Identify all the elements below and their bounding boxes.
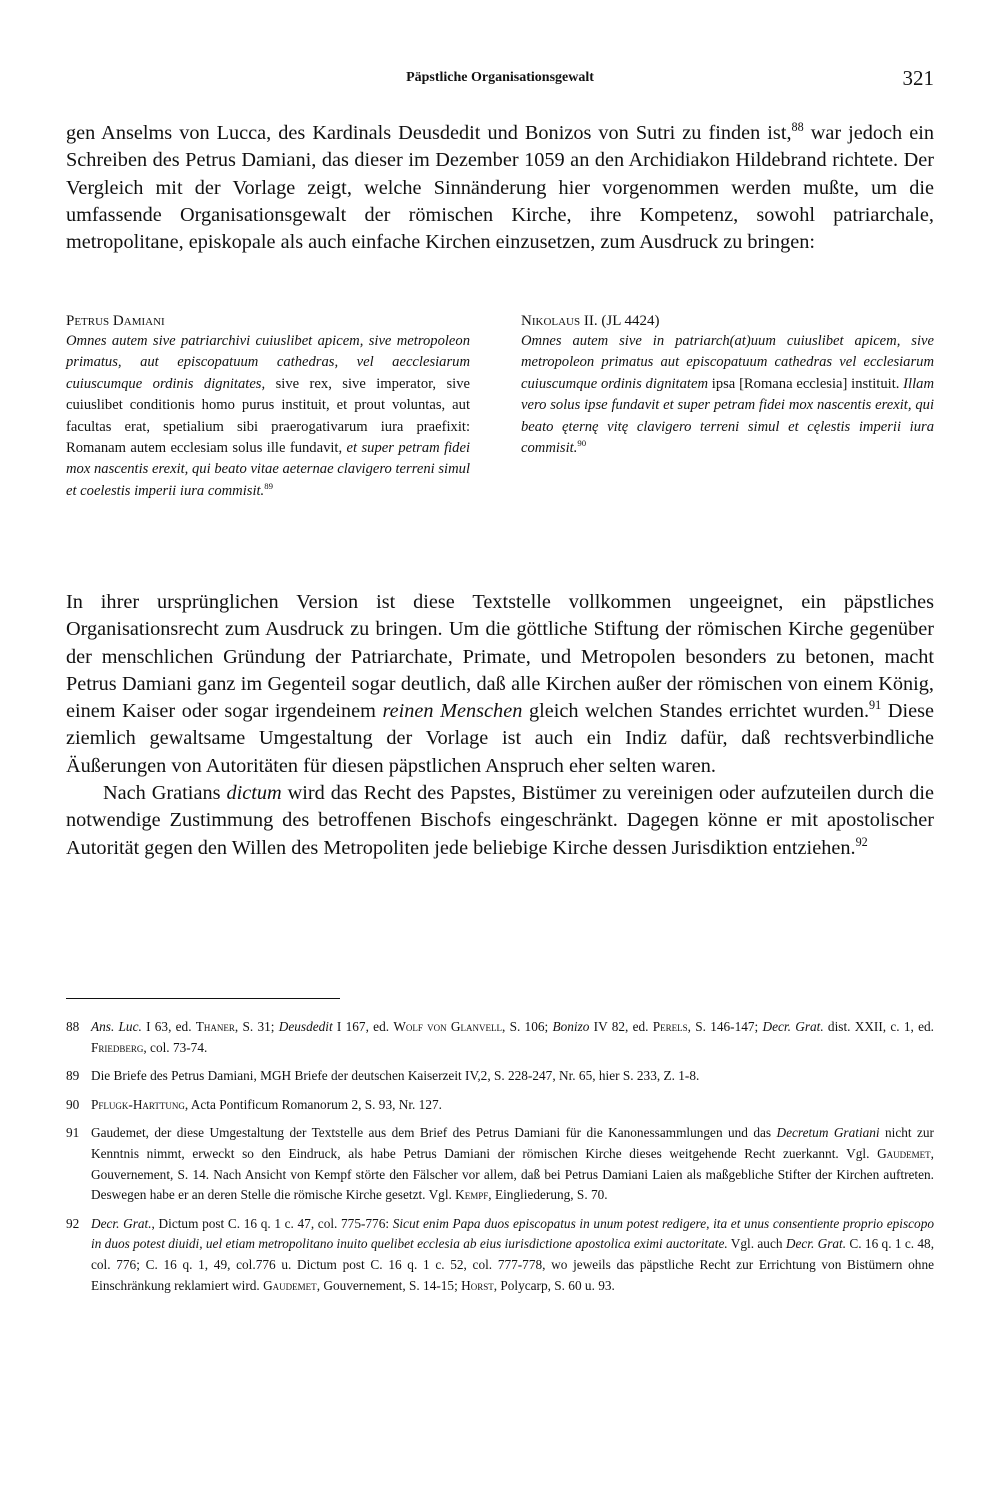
- footnotes: [66, 1017, 934, 1304]
- footnote-text: , Gouvernement, S. 14. Nach Ansicht von Kempf störte den Fälscher vor allem, daß bei Petrus Damiani Laien als maßgebliche Stifter der Kirchen auftreten. Deswegen habe er an deren Stelle die römische Kirche gesetzt. Vgl.: [91, 1145, 934, 1203]
- citation-italic: Decr. Grat.: [762, 1019, 824, 1034]
- citation-text: , S. 31;: [234, 1019, 279, 1034]
- intro-text-1: gen Anselms von Lucca, des Kardinals Deusdedit und Bonizos von Sutri zu finden ist,: [66, 122, 792, 144]
- intro-text-2: war jedoch ein Schreiben des Petrus Damiani, das dieser im Dezember 1059 an den Archidiakon Hildebrand richtete. Der Vergleich mit der Vorlage zeigt, welche Sinnänderung hier vorgenommen werden mußte, um die umfassende Organisationsgewalt der römischen Kirche, ihre Kompetenz, sowohl patriarchale, metropolitane, episkopale als auch einfache Kirchen einzusetzen, zum Ausdruck zu bringen:: [66, 122, 934, 254]
- running-title: Päpstliche Organisationsgewalt: [406, 70, 594, 85]
- petrus-damiani-quote: [66, 331, 470, 502]
- nikolaus-column: [521, 311, 934, 459]
- citation-text: , S. 106;: [501, 1019, 553, 1034]
- citation-text: , S. 146-147;: [687, 1019, 763, 1034]
- footnote-ref-90: 90: [577, 438, 587, 449]
- nikolaus-quote: [521, 331, 934, 459]
- author-name: Friedberg: [91, 1039, 144, 1055]
- citation-text: dist. XXII, c. 1, ed.: [823, 1019, 934, 1034]
- para1-text-2: gleich welchen Standes errichtet wurden.: [522, 700, 870, 723]
- para1-text-1: In ihrer ursprünglichen Version ist diese Textstelle vollkommen ungeeignet, ein päpstliches Organisationsrecht zum Ausdruck zu bringen. Um die göttliche Stiftung der römischen Kirche gegenüber der menschlichen Gründung der Patriarchate, Primate, und Metropolen besonders zu betonen, macht Petrus Damiani ganz im Gegenteil sogar deutlich, daß alle Kirchen außer der römischen von einem König, einem Kaiser oder sogar irgendeinem: [66, 591, 934, 723]
- column-heading-nikolaus: [521, 311, 934, 331]
- para2-italic: dictum: [226, 782, 282, 805]
- footnote-text: , Gouvernement, S. 14-15;: [316, 1277, 462, 1293]
- heading-jl-ref: (JL 4424): [597, 313, 660, 329]
- author-name: Gaudemet: [877, 1145, 931, 1161]
- quote-italic-2: et super petram fidei mox nascentis erexit, qui beato vitae aeternae clavigero terreni simul et coelestis imperii iura commisit.: [66, 440, 471, 499]
- citation-italic: Decretum Gratiani: [776, 1125, 880, 1141]
- body-paragraph-1: [66, 589, 934, 780]
- footnote-text: , Acta Pontificum Romanorum 2, S. 93, Nr. 127.: [184, 1096, 442, 1112]
- footnote-number: 92: [66, 1215, 80, 1231]
- footnote-text: Gaudemet, der diese Umgestaltung der Textstelle aus dem Brief des Petrus Damiani für die Kanonessammlungen und das: [91, 1125, 777, 1141]
- footnote-ref-89: 89: [264, 480, 273, 491]
- footnote-separator: [66, 998, 340, 999]
- citation-italic: Ans. Luc.: [91, 1019, 142, 1034]
- footnote-90: [66, 1095, 934, 1116]
- body-paragraph-2: [66, 780, 934, 862]
- citation-italic: Bonizo: [552, 1019, 590, 1034]
- quote-roman-1: ipsa [Romana ecclesia] instituit.: [708, 375, 900, 392]
- para2-text-1: Nach Gratians: [103, 782, 227, 805]
- para1-text-3: Diese ziemlich gewaltsame Umgestaltung der Vorlage ist auch ein Indiz dafür, daß rechtsverbindliche Äußerungen von Autoritäten für diesen päpstlichen Anspruch eher selten waren.: [66, 700, 934, 777]
- quote-roman-1: sive rex, sive imperator, sive cuiuslibet conditionis homo purus instituit, et prout voluntas, aut facultas erat, spetialium sibi praerogativarum iura praefixit: Romanam autem ecclesiam solus ille fundavit,: [66, 375, 471, 457]
- para1-italic: reinen Menschen: [382, 700, 523, 723]
- footnote-number: 91: [66, 1125, 80, 1141]
- main-body: [66, 589, 934, 862]
- author-name: Thaner: [195, 1019, 235, 1034]
- citation-italic: Deusdedit: [278, 1019, 333, 1034]
- intro-paragraph: [66, 120, 934, 256]
- footnote-text: , Polycarp, S. 60 u. 93.: [493, 1277, 615, 1293]
- footnote-ref-88: 88: [791, 120, 804, 135]
- running-header: [66, 66, 934, 90]
- footnote-92: [66, 1214, 934, 1296]
- heading-nikolaus-name: Nikolaus II.: [521, 313, 598, 329]
- citation-text: I 167, ed.: [332, 1019, 394, 1034]
- citation-text: , col. 73-74.: [143, 1039, 208, 1055]
- footnote-text: nicht zur Kenntnis nimmt, erweckt so den Eindruck, als habe Petrus Damiani der römischen Kirche dieses weitgehende Recht zuerkannt. Vgl.: [91, 1125, 934, 1161]
- author-name: Horst: [461, 1277, 494, 1293]
- page-number: 321: [902, 66, 934, 90]
- citation-text: I 63, ed.: [141, 1019, 196, 1034]
- footnote-89: [66, 1066, 934, 1087]
- footnote-ref-91: 91: [869, 698, 882, 713]
- footnote-88: [66, 1017, 934, 1058]
- author-name: Kempf: [455, 1187, 489, 1203]
- citation-italic: Decr. Grat.: [785, 1236, 847, 1252]
- author-name: Gaudemet: [263, 1277, 317, 1293]
- latin-quote: Sicut enim Papa duos episcopatus in unum potest redigere, ita et unus consentiente proprio episcopo in duos potest diuidi, uel etiam metropolitano inuito quelibet ecclesia ab eius iurisdictione apostolica eximi auctoritate.: [91, 1215, 935, 1252]
- author-name: Wolf von Glanvell: [393, 1019, 502, 1034]
- footnote-text: , Eingliederung, S. 70.: [488, 1187, 608, 1203]
- petrus-damiani-column: [66, 311, 470, 502]
- footnote-number: 88: [66, 1019, 80, 1034]
- quote-italic-1: Omnes autem sive patriarchivi cuiuslibet apicem, sive metropoleon primatus, aut episcopatuum cathedras, vel aecclesiarum cuiuscumque ordinis dignitates,: [66, 333, 470, 392]
- footnote-91: [66, 1123, 934, 1205]
- citation-text: IV 82, ed.: [589, 1019, 653, 1034]
- quote-italic-2: Illam vero solus ipse fundavit et super petram fidei mox nascentis erexit, qui beato ęternę vitę clavigero terreni simul et cęlestis imperii iura commisit.: [521, 375, 934, 457]
- footnote-number: 89: [66, 1068, 80, 1084]
- citation-italic: Decr. Grat.: [91, 1215, 152, 1231]
- footnote-text: Die Briefe des Petrus Damiani, MGH Briefe der deutschen Kaiserzeit IV,2, S. 228-247, Nr. 65, hier S. 233, Z. 1-8.: [91, 1068, 700, 1084]
- quote-italic-1: Omnes autem sive in patriarch(at)uum cuiuslibet apicem, sive metropoleon primatus aut episcopatuum cathedras vel ecclesiarum cuiuscumque ordinis dignitatem: [521, 333, 934, 392]
- column-heading-petrus: Petrus Damiani: [66, 313, 165, 329]
- footnote-text: Vgl. auch: [727, 1236, 786, 1252]
- footnote-text: , Dictum post C. 16 q. 1 c. 47, col. 775-776:: [151, 1215, 393, 1231]
- footnote-text: C. 16 q. 1 c. 48, col. 776; C. 16 q. 1, 49, col.776 u. Dictum post C. 16 q. 1 c. 52, col. 777-778, wo jeweils das päpstliche Recht zur Errichtung von Bistümern ohne Einschränkung reklamiert wird.: [91, 1236, 935, 1293]
- footnote-ref-92: 92: [855, 834, 868, 849]
- author-name: Perels: [652, 1019, 688, 1034]
- footnote-number: 90: [66, 1096, 80, 1112]
- para2-text-2: wird das Recht des Papstes, Bistümer zu vereinigen oder aufzuteilen durch die notwendige Zustimmung des betroffenen Bischofs eingeschränkt. Dagegen könne er mit apostolischer Autorität gegen den Willen des Metropoliten jede beliebige Kirche dessen Jurisdiktion entziehen.: [66, 782, 935, 859]
- author-name: Pflugk-Harttung: [91, 1096, 185, 1112]
